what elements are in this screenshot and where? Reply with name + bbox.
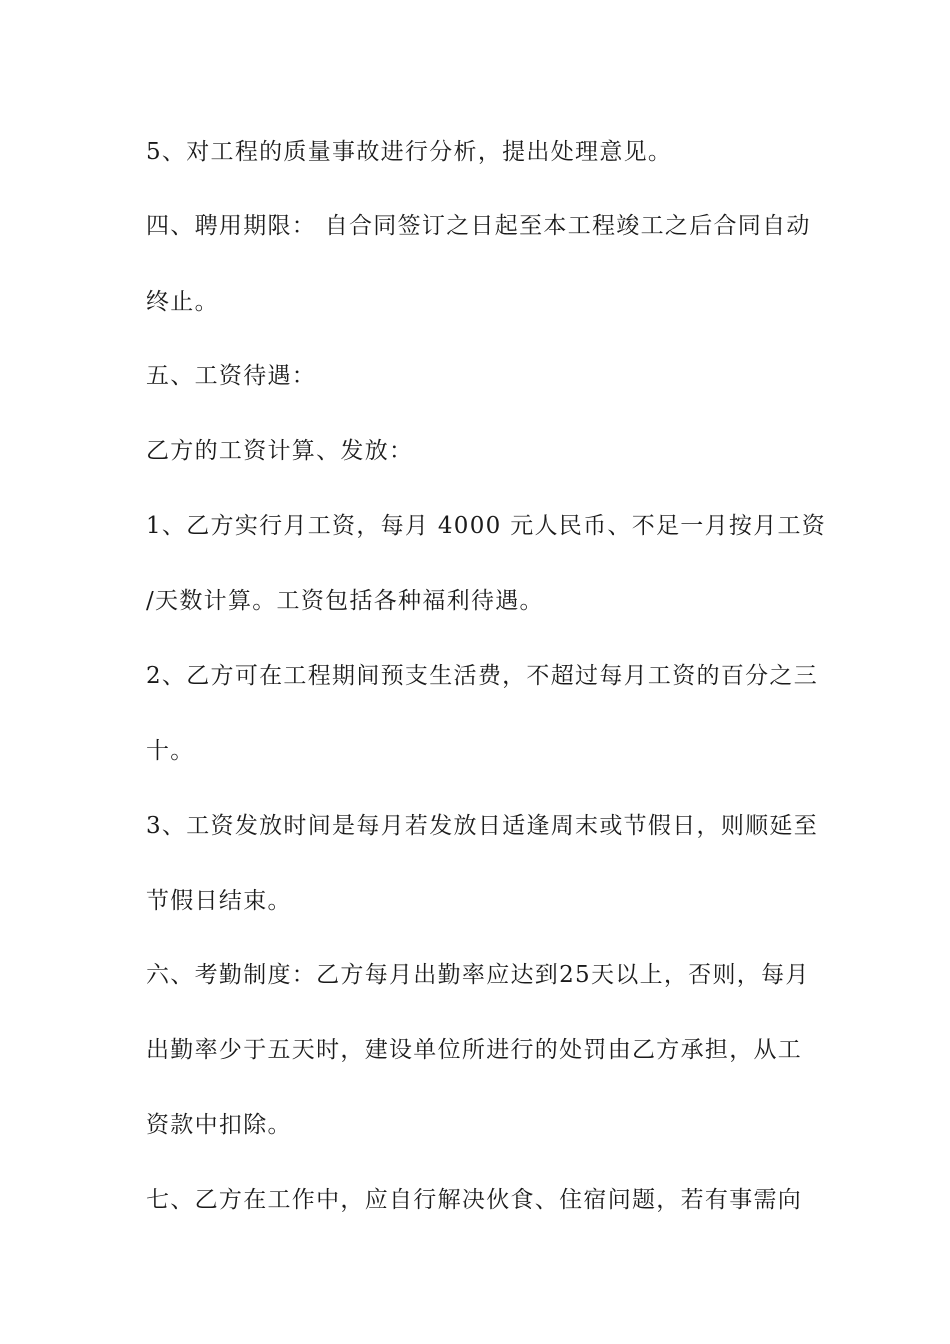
text-line: 终止。 <box>146 289 219 315</box>
text-line: 乙方的工资计算、发放： <box>146 438 414 464</box>
text-line: 2、乙方可在工程期间预支生活费，不超过每月工资的百分之三 <box>146 663 819 689</box>
text-line: 七、乙方在工作中，应自行解决伙食、住宿问题，若有事需向 <box>146 1187 803 1213</box>
text-line: 1、乙方实行月工资，每月 4000 元人民币、不足一月按月工资 <box>146 513 827 539</box>
text-line: 四、聘用期限： 自合同签订之日起至本工程竣工之后合同自动 <box>146 213 811 239</box>
text-line: 出勤率少于五天时，建设单位所进行的处罚由乙方承担，从工 <box>146 1037 803 1063</box>
text-line: 节假日结束。 <box>146 888 292 914</box>
text-line: /天数计算。工资包括各种福利待遇。 <box>146 588 544 614</box>
text-line: 十。 <box>146 738 195 764</box>
text-line: 3、工资发放时间是每月若发放日适逢周末或节假日，则顺延至 <box>146 813 819 839</box>
text-line: 五、工资待遇： <box>146 363 317 389</box>
text-line: 资款中扣除。 <box>146 1112 292 1138</box>
text-line: 5、对工程的质量事故进行分析，提出处理意见。 <box>146 139 673 165</box>
text-line: 六、考勤制度：乙方每月出勤率应达到25天以上，否则，每月 <box>146 962 810 988</box>
